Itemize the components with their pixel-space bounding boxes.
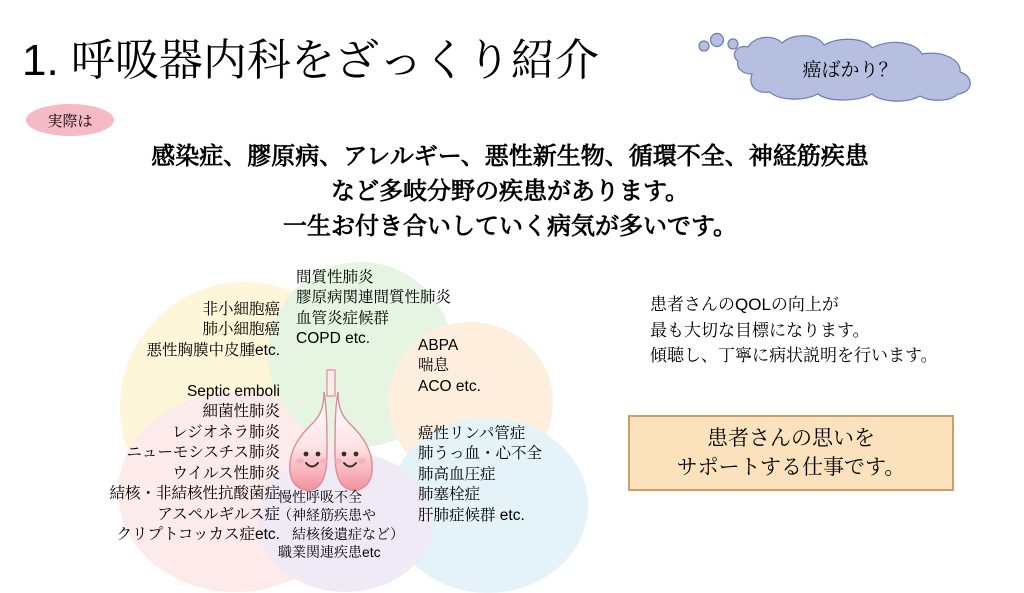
group-interstitial-item: 膠原病関連間質性肺炎 [296, 289, 452, 307]
group-circulation [418, 424, 542, 526]
group-infection-item: ニューモシスチス肺炎 [126, 444, 280, 462]
group-cancer-item: 非小細胞癌 [202, 301, 280, 318]
group-cancer-item: 悪性胸膜中皮腫etc. [146, 341, 280, 359]
support-callout-line: サポートする仕事です。 [676, 456, 906, 479]
group-airway-item: ACO etc. [418, 377, 481, 395]
headline-line-2: など多岐分野の疾患があります。 [330, 177, 690, 205]
qol-line: 患者さんのQOLの向上が [650, 295, 839, 314]
lungs-illustration-icon [272, 368, 390, 498]
actual-badge: 実際は [26, 104, 114, 136]
page-title: 1. 呼吸器内科をざっくり紹介 [22, 36, 599, 85]
group-circulation-item: 肺塞栓症 [418, 486, 481, 504]
group-interstitial-item: 血管炎症候群 [296, 309, 390, 327]
group-infection-item: 細菌性肺炎 [202, 403, 280, 421]
group-chronic-item: 慢性呼吸不全 [278, 489, 362, 505]
cloud-callout-text: 癌ばかり？ [802, 60, 898, 81]
group-interstitial-item: COPD etc. [296, 330, 371, 348]
group-cancer [30, 300, 280, 361]
qol-line: 最も大切な目標になります。 [650, 320, 870, 340]
group-infection-item: アスペルギルス症 [157, 505, 280, 523]
group-airway-item: ABPA [418, 337, 459, 354]
group-circulation-item: 癌性リンパ管症 [418, 425, 526, 442]
headline-block [60, 140, 960, 244]
group-infection [20, 382, 280, 546]
group-circulation-item: 肝肺症候群 etc. [418, 506, 525, 524]
group-infection-item: レジオネラ肺炎 [172, 423, 280, 441]
support-callout-box [628, 415, 954, 491]
group-circulation-item: 肺高血圧症 [418, 465, 496, 483]
group-airway [418, 336, 481, 397]
group-airway-item: 喘息 [418, 357, 450, 375]
support-callout-line: 患者さんの思いを [707, 426, 875, 450]
group-interstitial-item: 間質性肺炎 [296, 269, 374, 286]
group-chronic-item: 結核後遺症など） [278, 525, 404, 542]
group-chronic-item: （神経筋疾患や [278, 507, 376, 524]
group-infection-item: 結核・非結核性抗酸菌症 [109, 485, 280, 503]
group-circulation-item: 肺うっ血・心不全 [418, 445, 543, 463]
group-infection-item: クリプトコッカス症etc. [116, 526, 280, 544]
group-chronic [278, 488, 404, 562]
group-infection-item: ウイルス性肺炎 [172, 464, 280, 482]
qol-paragraph [650, 292, 938, 369]
headline-line-1: 感染症、膠原病、アレルギー、悪性新生物、循環不全、神経筋疾患 [151, 143, 869, 170]
group-chronic-item: 職業関連疾患etc [278, 544, 381, 561]
qol-line: 傾聴し、丁寧に病状説明を行います。 [650, 346, 938, 365]
headline-line-3: 一生お付き合いしていく病気が多いです。 [282, 212, 738, 240]
group-cancer-item: 肺小細胞癌 [202, 321, 280, 339]
group-infection-item: Septic emboli [186, 383, 280, 400]
